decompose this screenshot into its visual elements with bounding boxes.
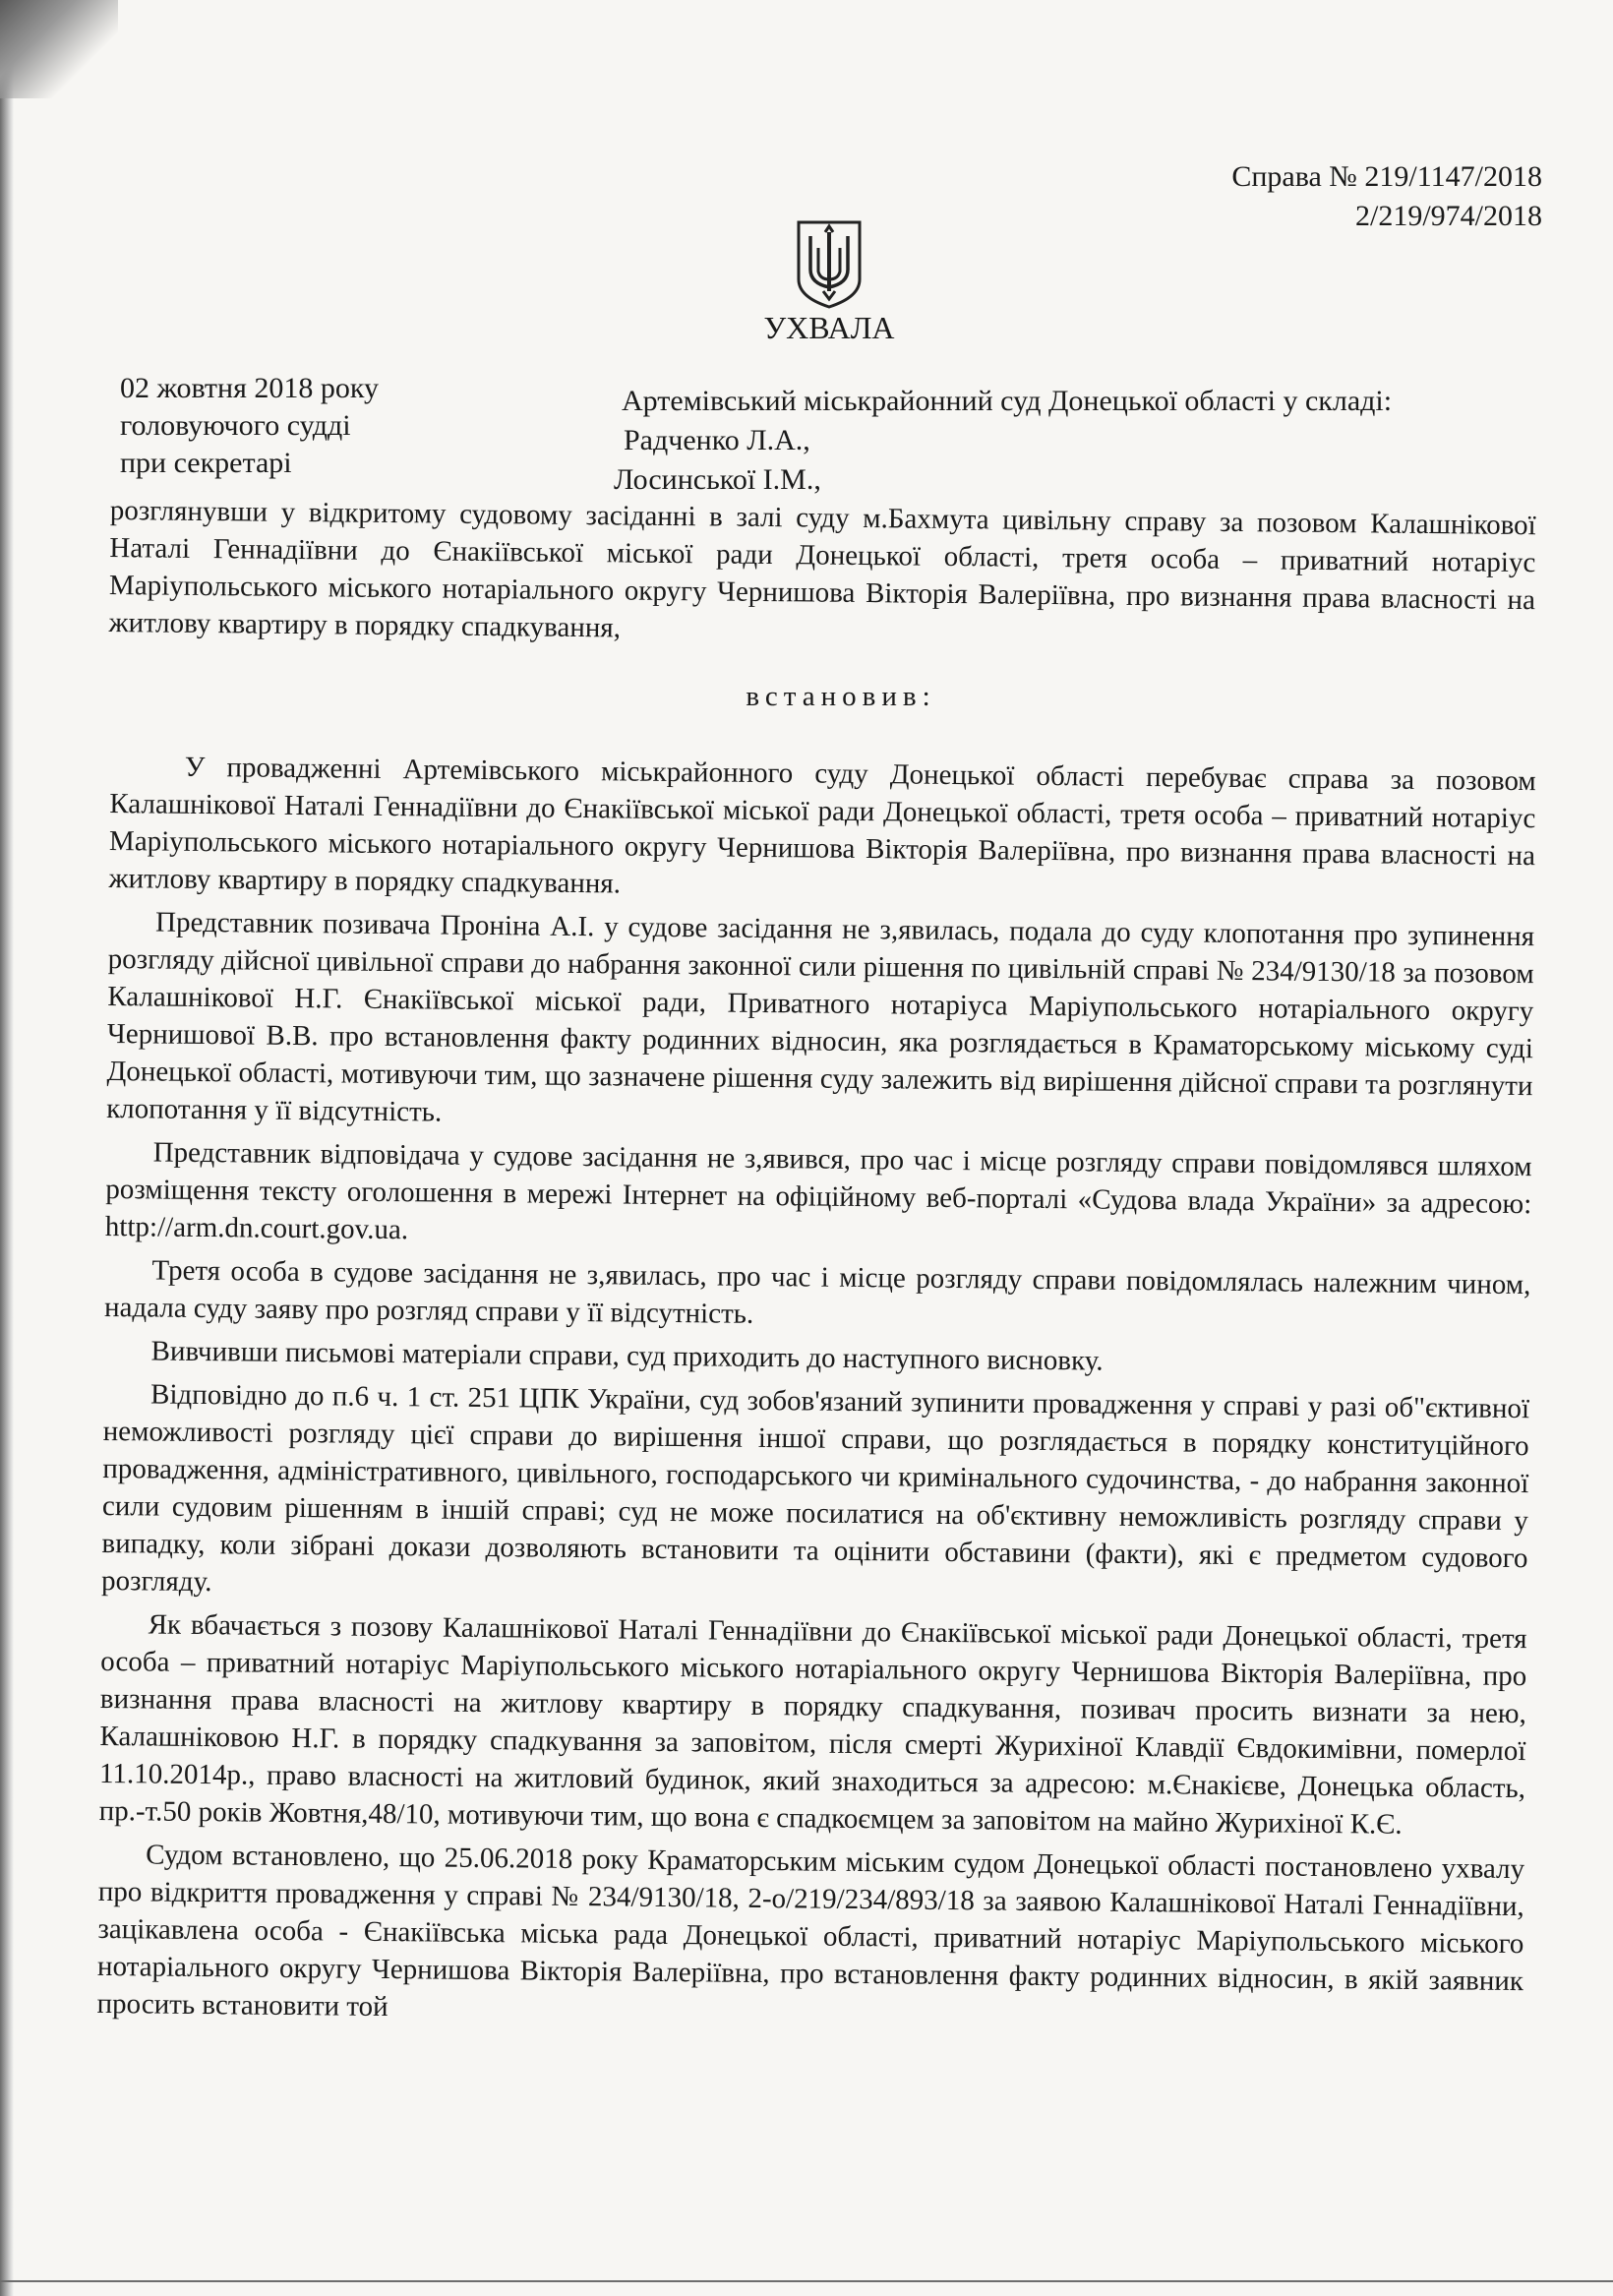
- secretary-name: Лосинської І.М.,: [614, 463, 821, 496]
- trident-emblem-icon: [795, 218, 864, 309]
- case-numbers: [1231, 157, 1542, 236]
- meta-left-column: [120, 370, 379, 482]
- document-title: УХВАЛА: [763, 310, 895, 345]
- case-number-primary: Справа № 219/1147/2018: [1231, 160, 1542, 193]
- paragraph-defendant-representative: Представник відповідача у судове засідання не з,явився, про час і місце розгляду справи повідомлявся шляхом розміщення тексту оголошення в мережі Інтернет на офіційному веб-порталі «Судова влада України» за адресою: http://arm.dn.court.gov.ua.: [104, 1136, 1532, 1246]
- scan-corner-shadow: [0, 0, 118, 98]
- paragraph-plaintiff-representative: Представник позивача Проніна А.І. у судове засідання не з,явилась, подала до суду клопотання про зупинення розгляду дійсної цивільної справи до набрання законної сили рішення по цивільній справі № 234/9130/18 за позовом Калашнікової Н.Г. Єнакіївської міської ради, Приватного нотаріуса Маріупольського нотаріального округу Чернишової В.В. про встановлення факту родинних відносин, яка розглядається в Краматорському міському суді Донецької області, мотивуючи тим, що зазначене рішення суду залежить від вирішення дійсної справи та розглянути клопотання у її відсутність.: [105, 906, 1535, 1128]
- established-heading: встановив:: [746, 681, 936, 712]
- main-text: [96, 748, 1536, 2043]
- decision-date: 02 жовтня 2018 року: [120, 372, 380, 404]
- secretary-label: при секретарі: [120, 447, 292, 479]
- paragraph-third-party: Третя особа в судове засідання не з,явилась, про час і місце розгляду справи повідомлялась належним чином, надала суду заяву про розгляд справи у її відсутність.: [103, 1254, 1531, 1330]
- intro-paragraph: розглянувши у відкритому судовому засіданні в залі суду м.Бахмута цивільну справу за позовом Калашнікової Наталі Геннадіївни до Єнакіївської міської ради Донецької області, третя особа – приватний нотаріус Маріупольського міського нотаріального округу Чернишова Вікторія Валеріївна, про визнання права власності на житлову квартиру в порядку спадкування,: [108, 494, 1536, 644]
- paragraph-conclusion-intro: Вивчивши письмові матеріали справи, суд приходить до наступного висновку.: [150, 1335, 1104, 1377]
- judge-name: Радченко Л.А.,: [624, 424, 810, 456]
- paragraph-proceedings: У провадженні Артемівського міськрайонного суду Донецької області перебуває справа за позовом Калашнікової Наталі Геннадіївни до Єнакіївської міської ради Донецької області, третя особа – приватний нотаріус Маріупольського міського нотаріального округу Чернишова Вікторія Валеріївна, про визнання права власності на житлову квартиру в порядку спадкування.: [108, 751, 1536, 900]
- paragraph-claim-summary: Як вбачається з позову Калашнікової Наталі Геннадіївни до Єнакіївської міської ради Донецької області, третя особа – приватний нотаріус Маріупольського міського нотаріального округу Чернишова Вікторія Валеріївна, про визнання права власності на житлову квартиру в порядку спадкування, позивач просить визнати за нею, Калашніковою Н.Г. в порядку спадкування за заповітом, після смерті Журихіної Клавдії Євдокимівни, померлої 11.10.2014р., право власності на житловий будинок, який знаходиться за адресою: м.Єнакієве, Донецька область, пр.-т.50 років Жовтня,48/10, мотивуючи тим, що вона є спадкоємцем за заповітом на майно Журихіної К.Є.: [98, 1608, 1527, 1841]
- presiding-judge-label: головуючого судді: [120, 409, 351, 442]
- paragraph-court-established: Судом встановлено, що 25.06.2018 року Краматорським міським судом Донецької області постановлено ухвалу про відкриття провадження у справі № 234/9130/18, 2-о/219/234/893/18 за заявою Калашнікової Наталі Геннадіївни, зацікавлена особа - Єнакіївська міська рада Донецької області, приватний нотаріус Маріупольського міського нотаріального округу Чернишова Вікторія Валеріївна, про встановлення факту родинних відносин, в якій заявник просить встановити той: [96, 1839, 1525, 2024]
- scan-bottom-border: [0, 2280, 1613, 2282]
- meta-right-column: [614, 382, 1393, 500]
- paragraph-legal-basis: Відповідно до п.6 ч. 1 ст. 251 ЦПК України, суд зобов'язаний зупинити провадження у справі у разі об"єктивної неможливості розгляду цієї справи до вирішення іншої справи, що розглядається в порядку конституційного провадження, адміністративного, цивільного, господарського чи кримінального судочинства, - до набрання законної сили судовим рішенням в іншій справі; суд не може посилатися на об'єктивну неможливість розгляду справи у випадку, коли зібрані докази дозволяють встановити та оцінити обставини (факти), які є предметом судового розгляду.: [100, 1378, 1530, 1599]
- case-number-secondary: 2/219/974/2018: [1354, 200, 1542, 232]
- court-name: Артемівський міськрайонний суд Донецької області у складі:: [622, 385, 1393, 417]
